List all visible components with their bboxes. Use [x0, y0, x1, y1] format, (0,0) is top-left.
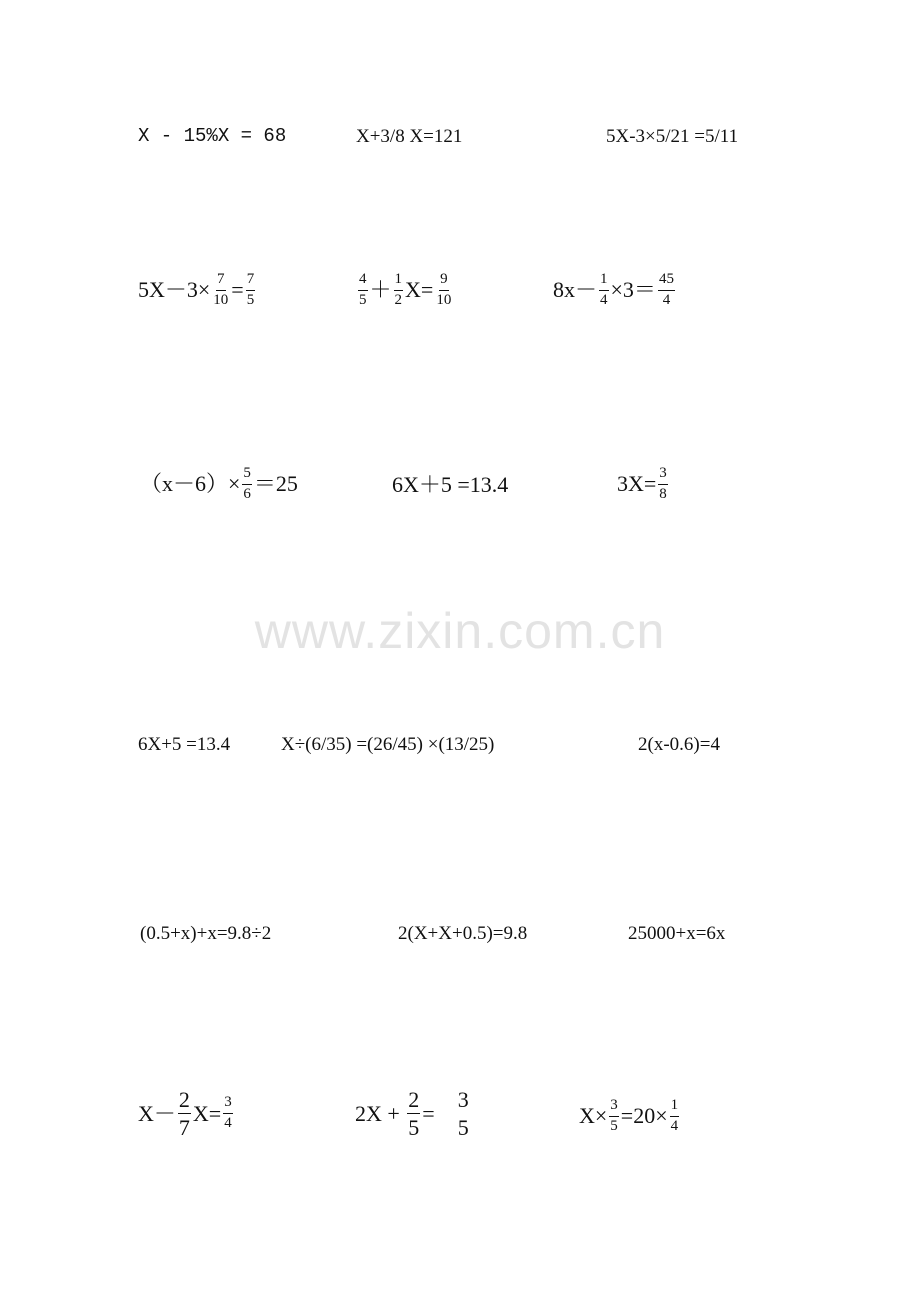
- fraction-denominator: 8: [659, 485, 667, 502]
- fraction-denominator: 5: [246, 291, 255, 308]
- equation-prefix: （x－6）×: [140, 471, 241, 497]
- equation-text: 6X＋5 =13.4: [392, 472, 509, 497]
- equation-1-1: [138, 127, 286, 146]
- fraction-numerator: 2: [178, 1088, 191, 1114]
- equation-2-1: [138, 272, 257, 309]
- fraction-numerator: 4: [358, 272, 368, 291]
- fraction: [394, 272, 404, 309]
- equation-operator: =: [422, 1100, 435, 1126]
- fraction-denominator: 4: [662, 291, 671, 308]
- fraction-denominator: 7: [178, 1115, 190, 1141]
- equation-operator: X=: [405, 277, 434, 303]
- fraction: [435, 272, 452, 309]
- equation-2-2: [356, 272, 454, 309]
- fraction-denominator: 5: [610, 1117, 618, 1134]
- fraction: [178, 1088, 191, 1139]
- fraction-numerator: 1: [394, 272, 404, 291]
- fraction-denominator: 2: [394, 291, 403, 308]
- equation-4-2: [281, 735, 494, 754]
- fraction: [658, 272, 675, 309]
- equation-prefix: X－: [138, 1100, 176, 1126]
- fraction-numerator: 3: [223, 1095, 233, 1114]
- equation-4-3: [638, 735, 720, 754]
- fraction-denominator: 5: [359, 291, 367, 308]
- fraction-numerator: 2: [407, 1088, 420, 1114]
- equation-operator: ×3＝: [610, 277, 656, 303]
- equation-6-1: [138, 1088, 235, 1139]
- equation-prefix: 2X +: [355, 1100, 406, 1126]
- fraction-numerator: 7: [216, 272, 226, 291]
- fraction-denominator: 4: [670, 1117, 679, 1134]
- equation-3-3: [617, 466, 670, 503]
- fraction: [407, 1088, 420, 1139]
- fraction-denominator: 10: [213, 291, 229, 308]
- equation-5-2: [398, 924, 527, 943]
- equation-suffix: ＝25: [253, 471, 298, 497]
- equation-text: X - 15%X = 68: [138, 125, 287, 147]
- fraction: [246, 272, 256, 309]
- equation-1-3: [606, 127, 738, 146]
- fraction-denominator: 5: [408, 1115, 420, 1141]
- fraction-numerator: 1: [599, 272, 609, 291]
- equation-text: 2(x-0.6)=4: [638, 734, 720, 755]
- fraction-denominator: 10: [436, 291, 452, 308]
- equation-text: X+3/8 X=121: [356, 126, 463, 147]
- equation-6-2: [355, 1088, 472, 1139]
- equation-1-2: [356, 127, 462, 146]
- fraction: [599, 272, 609, 309]
- equation-prefix: 8x－: [553, 277, 598, 303]
- fraction-denominator: 5: [457, 1115, 469, 1141]
- equation-operator: =20×: [620, 1103, 668, 1129]
- watermark: www.zixin.com.cn: [254, 603, 666, 659]
- equation-3-2: [392, 474, 508, 496]
- fraction-numerator: 5: [242, 466, 252, 485]
- equation-prefix: 5X－3×: [138, 277, 211, 303]
- equation-operator: =: [231, 277, 244, 303]
- fraction: [223, 1095, 233, 1132]
- fraction-numerator: 9: [439, 272, 449, 291]
- equation-5-3: [628, 924, 725, 943]
- equation-operator: ＋: [369, 277, 392, 303]
- fraction: [212, 272, 229, 309]
- equation-2-3: [553, 272, 677, 309]
- equation-text: 2(X+X+0.5)=9.8: [398, 923, 528, 944]
- fraction: [670, 1098, 680, 1135]
- fraction-numerator: 45: [658, 272, 675, 291]
- equation-prefix: 3X=: [617, 471, 657, 497]
- fraction-numerator: 1: [670, 1098, 680, 1117]
- fraction-numerator: 3: [609, 1098, 619, 1117]
- fraction: [242, 466, 252, 503]
- fraction: [658, 466, 668, 503]
- equation-text: (0.5+x)+x=9.8÷2: [140, 923, 272, 944]
- fraction-numerator: 7: [246, 272, 256, 291]
- fraction-denominator: 6: [243, 485, 251, 502]
- fraction: [609, 1098, 619, 1135]
- equation-6-3: [579, 1098, 681, 1135]
- fraction-numerator: 3: [457, 1087, 469, 1112]
- fraction-denominator: 4: [224, 1115, 232, 1132]
- equation-operator: X=: [192, 1100, 222, 1126]
- equation-text: 25000+x=6x: [628, 923, 726, 944]
- fraction-denominator: 4: [600, 291, 608, 308]
- equation-text: 5X-3×5/21 =5/11: [606, 126, 739, 147]
- equation-5-1: [140, 924, 271, 943]
- equation-3-1: [140, 466, 298, 503]
- equation-4-1: [138, 735, 230, 754]
- fraction: [358, 272, 368, 309]
- fraction: [457, 1088, 470, 1139]
- equation-text: X÷(6/35) =(26/45) ×(13/25): [281, 734, 495, 755]
- equation-text: 6X+5 =13.4: [138, 734, 231, 755]
- equation-prefix: X×: [579, 1103, 608, 1129]
- fraction-numerator: 3: [658, 466, 668, 485]
